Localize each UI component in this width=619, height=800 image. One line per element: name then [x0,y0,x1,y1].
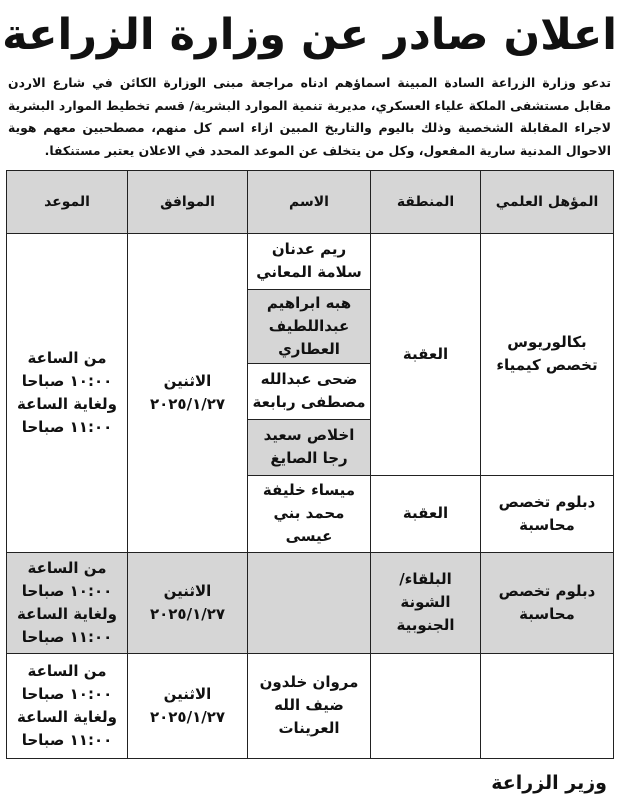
candidate-name: ميساء خليفة محمد بني عيسى [248,475,371,552]
candidate-name: اخلاص سعيد رجا الصايغ [248,420,370,475]
header-date: الموافق [128,171,248,234]
intro-paragraph: تدعو وزارة الزراعة السادة المبينة اسماؤهم ادناه مراجعة مبنى الوزارة الكائن في شارع الاردن مقابل مستشفى الملكة علياء العسكري، مديرية تنمية الموارد البشرية/ قسم تخطيط الموارد البشرية لاجراء المقابلة الشخصية وذلك باليوم والتاريخ المبين ازاء اسم كل منهم، مصطحبين معهم هوية الاحوال المدنية سارية المفعول، وكل من يتخلف عن الموعد المحدد في الاعلان يعتبر مستنكفا. [8,75,611,158]
region-cell: العقبة [371,234,481,476]
table-row [7,234,614,476]
header-name: الاسم [248,171,371,234]
candidates-table [6,170,614,759]
header-qualification: المؤهل العلمي [481,171,614,234]
time-cell: من الساعة ١٠:٠٠ صباحا ولغاية الساعة ١١:٠٠ صباحا [7,234,128,553]
qualification-cell: بكالوريوس تخصص كيمياء [481,234,614,476]
candidate-name: ريم عدنان سلامة المعاني [248,234,370,290]
region-cell: العقبة [371,475,481,552]
date-cell: الاثنين ٢٠٢٥/١/٢٧ [128,234,248,553]
candidate-name: مروان خلدون ضيف الله العرينات [248,653,371,758]
candidate-name [248,552,371,653]
table-row [7,552,614,653]
region-cell: البلقاء/ الشونة الجنوبية [371,552,481,653]
header-region: المنطقة [371,171,481,234]
time-cell: من الساعة ١٠:٠٠ صباحا ولغاية الساعة ١١:٠٠ صباحا [7,653,128,758]
qualification-cell [481,653,614,758]
page-title: اعلان صادر عن وزارة الزراعة [2,10,617,60]
candidate-name: ضحى عبدالله مصطفى ربابعة [248,364,370,420]
signature-minister: وزير الزراعة [491,772,607,794]
qualification-cell: دبلوم تخصص محاسبة [481,552,614,653]
qualification-cell: دبلوم تخصص محاسبة [481,475,614,552]
names-cell [248,234,371,476]
region-cell [371,653,481,758]
candidate-name: هبه ابراهيم عبداللطيف العطاري [248,290,370,364]
date-cell: الاثنين ٢٠٢٥/١/٢٧ [128,653,248,758]
table-header-row [7,171,614,234]
date-cell: الاثنين ٢٠٢٥/١/٢٧ [128,552,248,653]
header-time: الموعد [7,171,128,234]
time-cell: من الساعة ١٠:٠٠ صباحا ولغاية الساعة ١١:٠٠ صباحا [7,552,128,653]
table-row [7,653,614,758]
